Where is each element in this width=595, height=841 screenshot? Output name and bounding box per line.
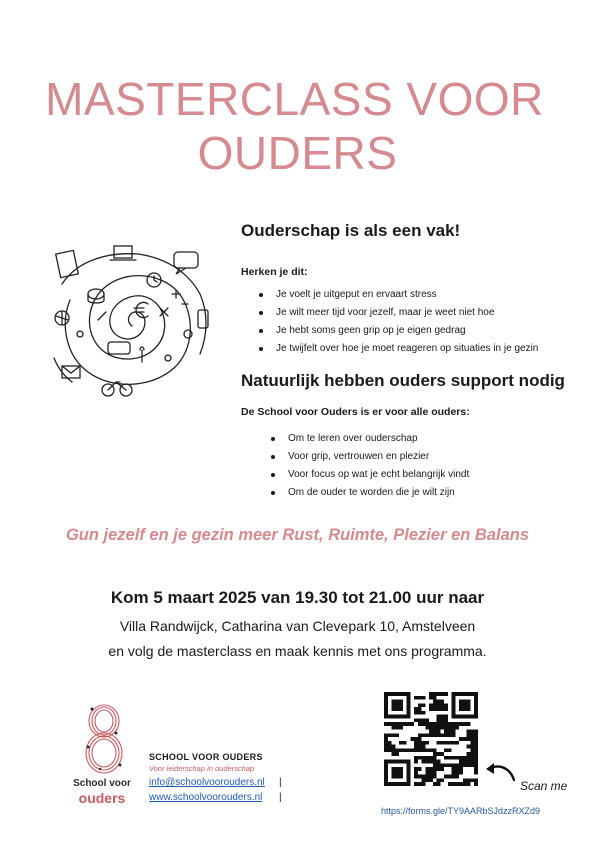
- email-link[interactable]: info@schoolvoorouders.nl: [149, 777, 265, 788]
- section1-list: [256, 286, 576, 358]
- list-item: Je hebt soms geen grip op je eigen gedrag: [256, 322, 576, 340]
- list-item: Voor grip, vertrouwen en plezier: [268, 448, 588, 466]
- section2-subheading: De School voor Ouders is er voor alle ouders:: [241, 406, 470, 418]
- event-date-line: Kom 5 maart 2025 van 19.30 tot 21.00 uur naar: [110, 588, 485, 607]
- list-item: Je voelt je uitgeput en ervaart stress: [256, 286, 576, 304]
- list-item: Voor focus op wat je echt belangrijk vindt: [268, 466, 588, 484]
- section2-heading: Natuurlijk hebben ouders support nodig: [241, 371, 565, 390]
- logo-text-bottom: ouders: [78, 790, 126, 806]
- tagline: Gun jezelf en je gezin meer Rust, Ruimte, Plezier en Balans: [65, 526, 530, 544]
- list-item: Om te leren over ouderschap: [268, 430, 588, 448]
- section2-list: [268, 430, 588, 502]
- logo-text-top: School voor: [73, 778, 131, 789]
- event-address-line: Villa Randwijck, Catharina van Clevepark 10, Amstelveen: [119, 618, 476, 634]
- figure-eight-logo: [70, 703, 138, 775]
- spiral-doodle-illustration: [48, 238, 216, 408]
- title-line-2: OUDERS: [197, 127, 398, 179]
- separator: |: [279, 792, 282, 803]
- org-tagline: Voor leiderschap in ouderschap: [149, 764, 255, 773]
- title-line-1: MASTERCLASS VOOR: [45, 73, 544, 125]
- website-link[interactable]: www.schoolvoorouders.nl: [149, 792, 263, 803]
- section1-heading: Ouderschap is als een vak!: [241, 221, 461, 240]
- scan-me-label: Scan me: [520, 779, 568, 793]
- list-item: Je twijfelt over hoe je moet reageren op situaties in je gezin: [256, 340, 576, 358]
- org-name: SCHOOL VOOR OUDERS: [149, 752, 263, 762]
- curved-arrow-icon: [484, 760, 518, 784]
- event-invite-line: en volg de masterclass en maak kennis met ons programma.: [108, 643, 487, 659]
- qr-code[interactable]: [384, 692, 478, 786]
- list-item: Je wilt meer tijd voor jezelf, maar je weet niet hoe: [256, 304, 576, 322]
- separator: |: [279, 777, 282, 788]
- section1-subheading: Herken je dit:: [241, 266, 308, 278]
- page-title: [0, 72, 595, 180]
- list-item: Om de ouder te worden die je wilt zijn: [268, 484, 588, 502]
- form-url[interactable]: https://forms.gle/TY9AARbSJdzzRXZd9: [381, 806, 541, 816]
